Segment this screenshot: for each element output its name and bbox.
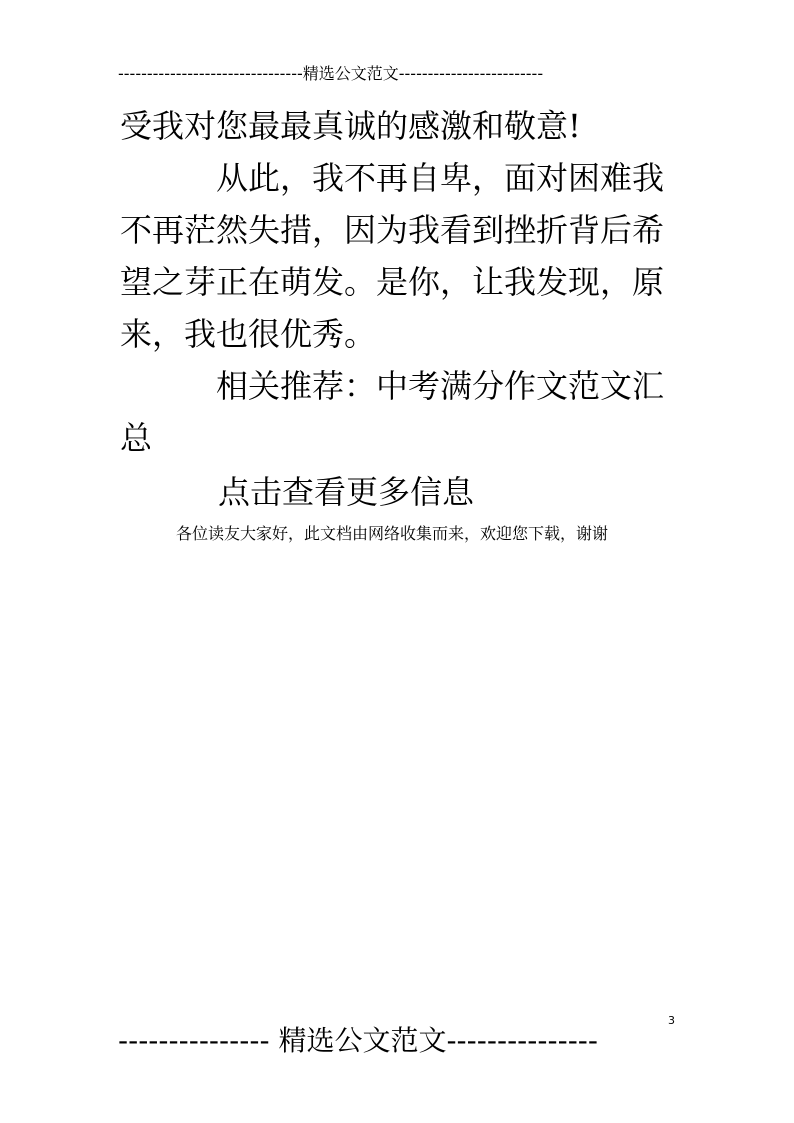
download-note: 各位读友大家好，此文档由网络收集而来，欢迎您下载，谢谢 bbox=[176, 524, 609, 543]
page-footer: --------------- 精选公文范文--------------- bbox=[118, 1024, 599, 1057]
page-number: 3 bbox=[668, 1014, 675, 1027]
more-info-link[interactable]: 点击查看更多信息 bbox=[218, 473, 475, 511]
body-line-1: 受我对您最最真诚的感激和敬意! bbox=[120, 107, 581, 145]
page-header: --------------------------------精选公文范文------------------------- bbox=[118, 64, 544, 83]
body-paragraph-1: 从此，我不再自卑，面对困难我不再茫然失措，因为我看到挫折背后希望之芽正在萌发。是你，让我发现，原来，我也很优秀。 bbox=[120, 159, 665, 353]
document-body bbox=[120, 100, 676, 464]
body-paragraph-2: 相关推荐：中考满分作文范文汇总 bbox=[120, 367, 665, 457]
